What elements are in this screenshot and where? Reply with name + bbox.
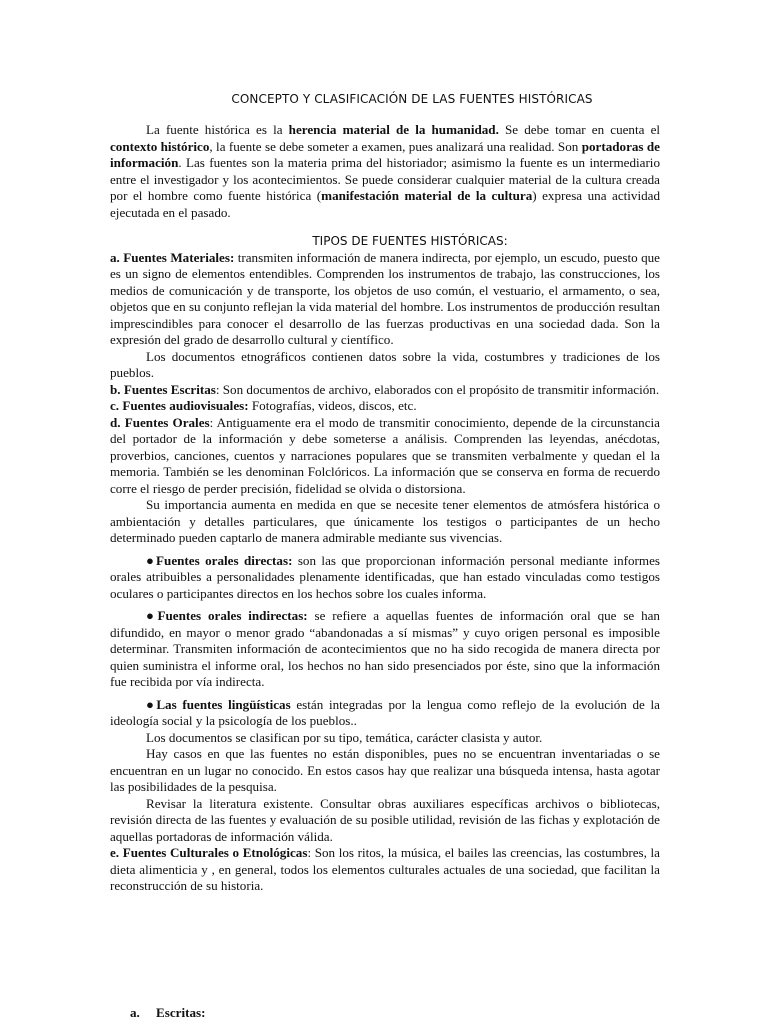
bullet-orales-directas-label: Fuentes orales directas: xyxy=(156,552,293,568)
bullet-orales-indirectas-text: se refiere a aquellas fuentes de información oral que se han difundido, en mayor o menor grado “abandonadas a sí mismas” y cuyo origen personal es imposible determinar. Transmiten información de acontecimientos que no ha sido recogida de manera directa por quien suministra el informe oral, los hechos no han sido presenciados por éste, sino que la información fue recibida por vía indirecta. xyxy=(110,608,660,689)
clasifican-paragraph: Los documentos se clasifican por su tipo, temática, carácter clasista y autor. xyxy=(146,729,543,745)
audiovisuales-label: c. Fuentes audiovisuales: xyxy=(110,398,249,413)
escritas-heading-number: a. xyxy=(130,1005,140,1020)
bullet-dot-icon: ● xyxy=(146,696,157,712)
escritas-heading-label: Escritas: xyxy=(156,1005,206,1020)
escritas-label: b. Fuentes Escritas xyxy=(110,381,216,397)
culturales-text: : Son los ritos, la música, el bailes las creencias, las costumbres, la dieta alimenticia y , en general, todos los elementos culturales actuales de una sociedad, que facilitan la reconstrucción de su historia. xyxy=(110,845,660,893)
bullet-linguisticas-label: Las fuentes lingüísticas xyxy=(156,696,291,712)
culturales-label: e. Fuentes Culturales o Etnológicas xyxy=(110,845,308,860)
escritas-text: : Son documentos de archivo, elaborados con el propósito de transmitir información. xyxy=(215,381,660,397)
bullet-dot-icon: ● xyxy=(146,608,158,623)
materiales-text: transmiten información de manera indirecta, por ejemplo, un escudo, puesto que es un signo de elementos entendibles. Comprenden los instrumentos de trabajo, las construcciones, los medios de comunicación y de transporte, los objetos de uso común, el vestuario, el armamento, o sea, objetos que en su conjunto reflejan la vida material del hombre. Los instrumentos de producción resultan imprescindibles para conocer el desarrollo de las fuerzas productivas en una sociedad dada. Son la expresión del grado de desarrollo cultural y científico. xyxy=(110,249,660,347)
escritas-heading xyxy=(130,1005,205,1021)
intro-text-2: Se debe tomar en cuenta el xyxy=(498,122,661,137)
revisar-paragraph: Revisar la literatura existente. Consultar obras auxiliares específicas archivos o bibliotecas, revisión directa de las fuentes y evaluación de su posible utilidad, revisión de las fichas y explotación de aquellas portadoras de información válida. xyxy=(110,795,660,844)
intro-text-3: , la fuente se debe someter a examen, pues analizará una realidad. Son xyxy=(209,138,582,154)
intro-bold-2: contexto histórico xyxy=(110,138,210,154)
orales-text: : Antiguamente era el modo de transmitir conocimiento, depende de la circunstancia del portador de la información y debe someterse a análisis. Comprenden las leyendas, anécdotas, proverbios, canciones, cuentos y narraciones populares que se transmiten verbalmente y quedan el la memoria. También se les denominan Folclóricos. La información que se conserva en forma de recuerdo corre el riesgo de perder precisión, fidelidad se olvida o distorsiona. xyxy=(110,414,660,496)
section-subtitle: TIPOS DE FUENTES HISTÓRICAS: xyxy=(312,234,508,248)
audiovisuales-text: Fotografías, videos, discos, etc. xyxy=(248,398,417,413)
intro-paragraph xyxy=(110,122,660,221)
bullet-orales-indirectas-label: Fuentes orales indirectas: xyxy=(157,608,308,623)
orales-label: d. Fuentes Orales xyxy=(110,414,210,430)
bullet-linguisticas xyxy=(110,697,660,730)
etnograficos-paragraph: Los documentos etnográficos contienen datos sobre la vida, costumbres y tradiciones de los pueblos. xyxy=(110,348,660,380)
intro-text-5: ) expresa una actividad ejecutada en el pasado. xyxy=(110,188,661,220)
audiovisuales-paragraph xyxy=(110,398,660,415)
bullet-linguisticas-text: están integradas por la lengua como reflejo de la evolución de la ideología social y la psicología de los pueblos.. xyxy=(110,696,660,728)
materiales-label: a. Fuentes Materiales: xyxy=(110,249,235,265)
intro-text-4: . Las fuentes son la materia prima del historiador; asimismo la fuente es un intermediario entre el investigador y los acontecimientos. Se puede considerar cualquier material de la cultura creada por el hombre como fuente histórica ( xyxy=(110,155,660,203)
bullet-orales-directas xyxy=(110,553,660,603)
bullet-orales-directas-text: son las que proporcionan información personal mediante informes orales atribuibles a personalidades plenamente identificadas, que han estado vinculadas como testigos oculares o participantes directos en los hechos sobre los cuales informa. xyxy=(110,552,660,601)
intro-bold-4: manifestación material de la cultura xyxy=(321,188,533,203)
bullet-dot-icon: ● xyxy=(146,552,157,568)
importancia-paragraph: Su importancia aumenta en medida en que se necesite tener elementos de atmósfera histórica o ambientación y detalles particulares, que únicamente los testigos o participantes de un hecho determinado pueden captarlo de manera admirable mediante sus vivencias. xyxy=(110,497,660,545)
materiales-paragraph xyxy=(110,250,660,349)
escritas-paragraph xyxy=(110,382,660,399)
page-title: CONCEPTO Y CLASIFICACIÓN DE LAS FUENTES HISTÓRICAS xyxy=(231,92,593,106)
intro-bold-1: herencia material de la humanidad. xyxy=(288,122,499,137)
document-body xyxy=(110,122,660,895)
intro-text-1: La fuente histórica es la xyxy=(146,122,289,137)
culturales-paragraph xyxy=(110,845,660,895)
casos-paragraph: Hay casos en que las fuentes no están disponibles, pues no se encuentran inventariadas o se encuentran en un lugar no conocido. En estos casos hay que realizar una búsqueda intensa, hasta agotar las posibilidades de la pesquisa. xyxy=(110,746,660,794)
orales-paragraph xyxy=(110,415,660,498)
bullet-orales-indirectas xyxy=(110,608,660,691)
intro-bold-3: portadoras de información xyxy=(110,138,660,170)
